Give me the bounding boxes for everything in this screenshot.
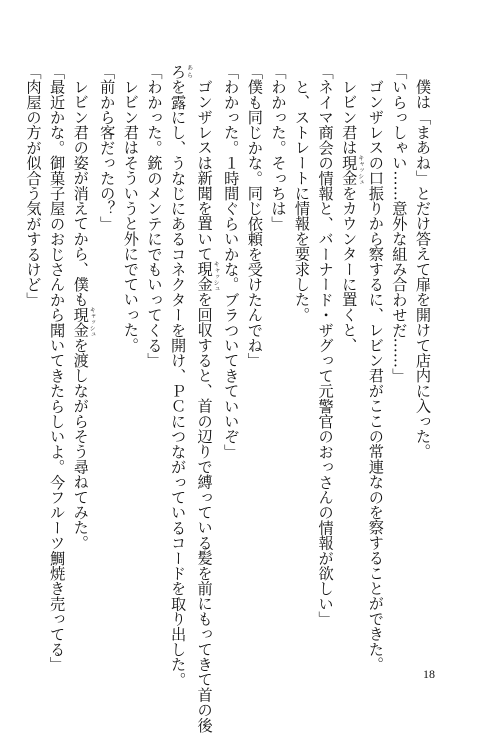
ruby-annotation: ろあら [169,64,193,80]
ruby-annotation: 現金キャッシュ [71,307,96,338]
text-line: 「前から客だったの？」 [98,64,117,232]
text-line: レビン君は現金キャッシュをカウンターに置くと、 [340,79,364,353]
text-line: 「最近かな。御菓子屋のおじさんから聞いてきたらしいよ。今フルーツ鯛焼き売ってる」 [48,64,67,672]
text-line: レビン君はそういうと外にでていった。 [121,79,140,353]
text-line: 「僕も同じかな。同じ依頼を受けたんでね」 [245,64,264,368]
page-number: 18 [423,667,435,681]
text-line: レビン君の姿が消えてから、僕も現金キャッシュを渡しながらそう尋ねてみた。 [71,79,96,551]
text-line: 「肉屋の方が似合う気がするけど」 [24,64,43,308]
text-line: 「わかった。１時間ぐらいかな。ブラついてきていいぞ」 [222,64,241,460]
text-line: と、ストレートに情報を要求した。 [293,79,312,323]
ruby-annotation: 現金キャッシュ [340,155,364,186]
text-line: 「わかった。銃のメンテにでもいってくる」 [145,64,164,368]
text-line: 僕は「まあね」とだけ答えて扉を開けて店内に入った。 [414,79,432,459]
text-line: 「わかった。そっちは」 [269,64,288,232]
text-line: ゴンザレスの口振りから察するに、レビン君がここの常連なのを察することができた。 [366,79,385,672]
ruby-annotation: 現金キャッシュ [195,261,220,292]
text-line: 「いらっしゃい……意外な組み合わせだ……」 [390,64,409,384]
text-line: 「ネイマ商会の情報と、バーナード・ザグって元警官のおっさんの情報が欲しい」 [316,64,335,627]
text-line: ゴンザレスは新聞を置いて現金キャッシュを回収すると、首の辺りで縛っている髪を前にもってきて首の後 [195,79,220,733]
text-line: ろあらを露にし、うなじにあるコネクターを開け、ＰＣにつながっているコードを取り出した。 [169,64,193,688]
